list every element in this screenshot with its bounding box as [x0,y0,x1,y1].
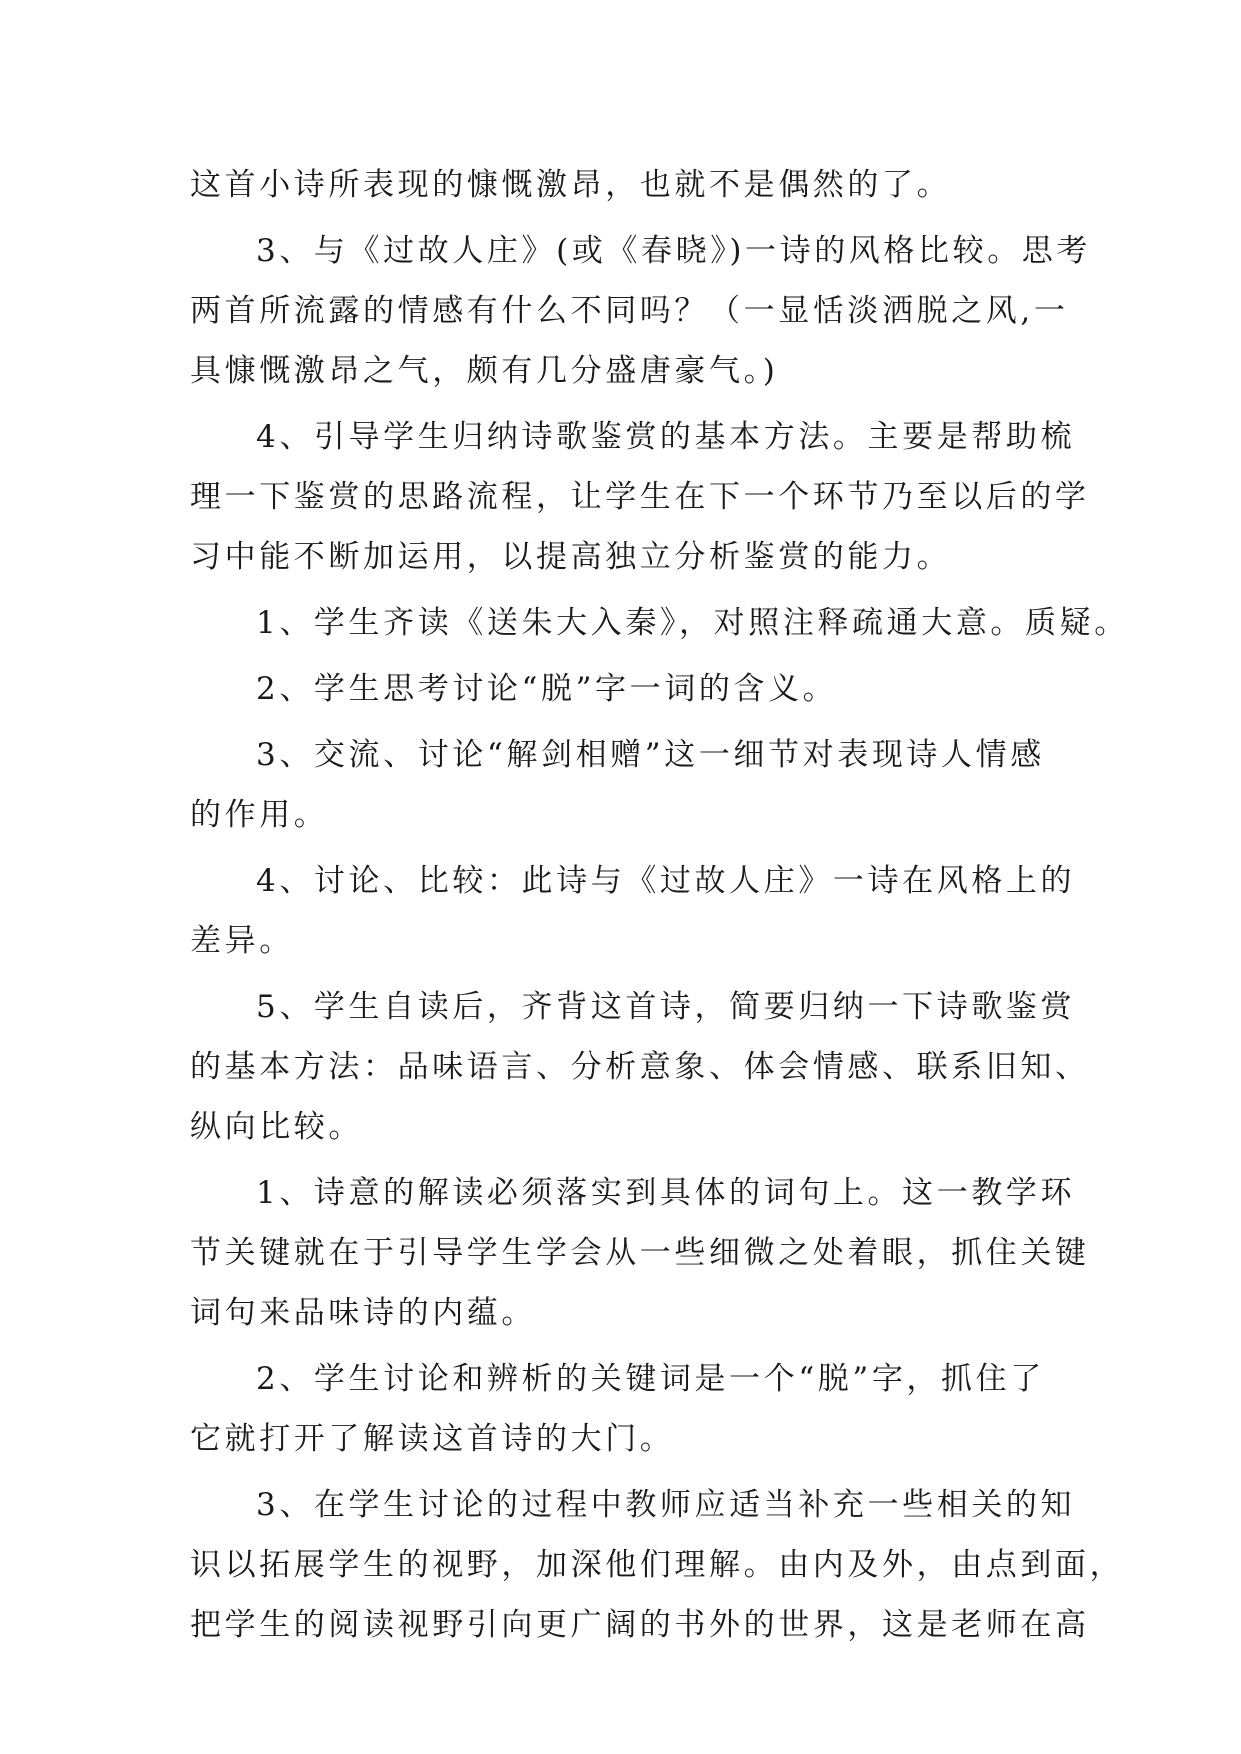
body-text [190,155,1129,1655]
text-line: 节关键就在于引导学生学会从一些细微之处着眼，抓住关键 [190,1235,1090,1271]
text-line: 4、引导学生归纳诗歌鉴赏的基本方法。主要是帮助梳 [256,419,1076,455]
text-line: 两首所流露的情感有什么不同吗？（一显恬淡洒脱之风,一 [190,293,1069,329]
text-line: 纵向比较。 [190,1109,363,1145]
text-line: 4、讨论、比较：此诗与《过故人庄》一诗在风格上的 [256,863,1076,899]
text-line: 1、诗意的解读必须落实到具体的词句上。这一教学环 [256,1175,1076,1211]
text-line: 3、在学生讨论的过程中教师应适当补充一些相关的知 [256,1487,1076,1523]
text-line: 理一下鉴赏的思路流程，让学生在下一个环节乃至以后的学 [190,479,1090,515]
text-line: 的基本方法：品味语言、分析意象、体会情感、联系旧知、 [190,1049,1090,1085]
text-line: 5、学生自读后，齐背这首诗，简要归纳一下诗歌鉴赏 [256,989,1076,1025]
text-line: 把学生的阅读视野引向更广阔的书外的世界，这是老师在高 [190,1607,1090,1643]
text-line: 具慷慨激昂之气，颇有几分盛唐豪气。) [190,353,779,389]
text-line: 3、交流、讨论“解剑相赠”这一细节对表现诗人情感 [256,737,1045,773]
text-line: 3、与《过故人庄》(或《春晓》)一诗的风格比较。思考 [256,233,1092,269]
text-line: 的作用。 [190,797,329,833]
text-line: 识以拓展学生的视野，加深他们理解。由内及外，由点到面， [190,1547,1125,1583]
text-line: 差异。 [190,923,294,959]
text-line: 这首小诗所表现的慷慨激昂，也就不是偶然的了。 [190,167,952,203]
text-line: 2、学生思考讨论“脱”字一词的含义。 [256,671,838,707]
text-line: 词句来品味诗的内蕴。 [190,1295,536,1331]
text-line: 1、学生齐读《送朱大入秦》，对照注释疏通大意。质疑。 [256,605,1129,641]
text-line: 2、学生讨论和辨析的关键词是一个“脱”字，抓住了 [256,1361,1045,1397]
text-line: 习中能不断加运用，以提高独立分析鉴赏的能力。 [190,539,952,575]
text-line: 它就打开了解读这首诗的大门。 [190,1421,675,1457]
